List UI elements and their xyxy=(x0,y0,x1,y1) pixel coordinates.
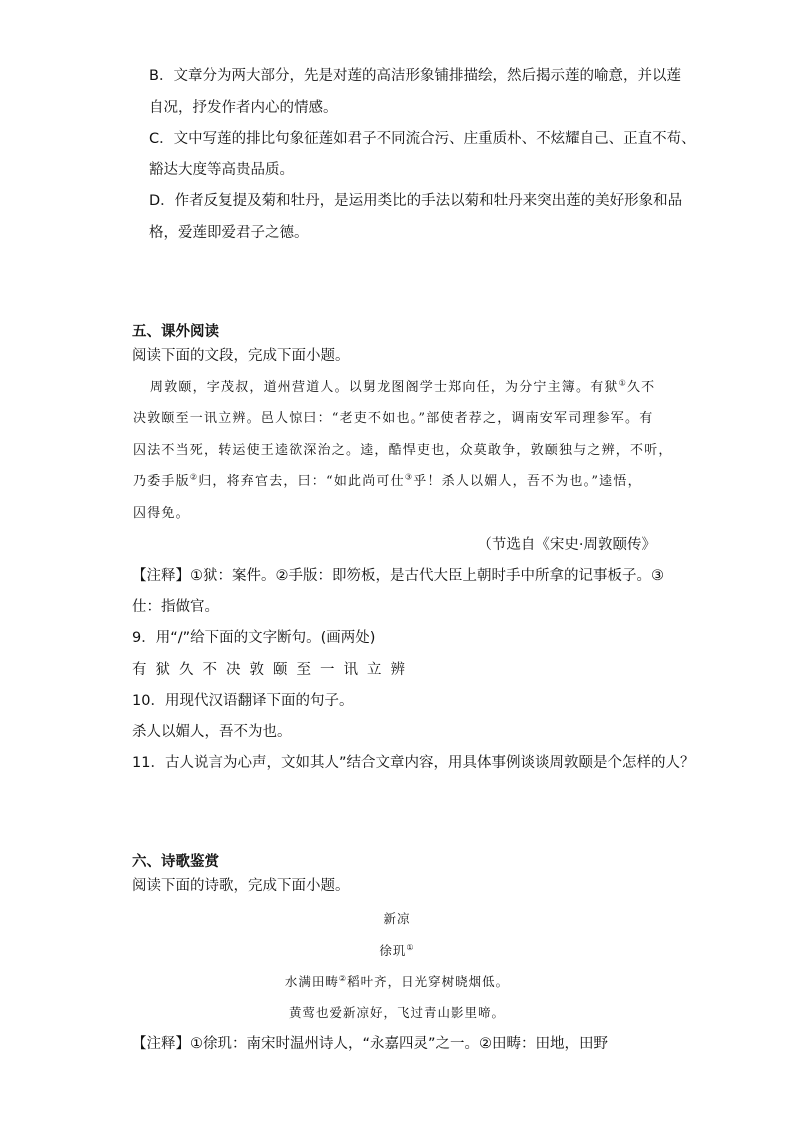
option-c-line2: 豁达大度等高贵品质。 xyxy=(149,162,294,178)
section5-title: 五、课外阅读 xyxy=(132,324,219,340)
notes-line-1: 【注释】①狱：案件。②手版：即笏板，是古代大臣上朝时手中所拿的记事板子。③ xyxy=(132,568,664,584)
footnote-mark-1: ① xyxy=(618,378,627,388)
question-9: 9．用“/”给下面的文字断句。(画两处) xyxy=(132,630,376,646)
poem-author: 徐玑① xyxy=(379,942,415,958)
passage-line-4: 乃委手版②归，将弃官去，曰：“如此尚可仕③乎！杀人以媚人，吾不为也。”逵悟， xyxy=(133,472,642,489)
question-9-text: 有狱久不决敦颐至一讯立辨 xyxy=(132,662,414,678)
option-c-line1: C．文中写莲的排比句象征莲如君子不同流合污、庄重质朴、不炫耀自己、正直不苟、 xyxy=(149,131,696,147)
poem-title: 新凉 xyxy=(383,911,411,926)
poem-notes: 【注释】①徐玑：南宋时温州诗人，“永嘉四灵”之一。②田畴：田地，田野 xyxy=(132,1036,609,1052)
footnote-mark-2: ② xyxy=(189,472,199,482)
option-d-line2: 格，爱莲即爱君子之德。 xyxy=(149,225,309,241)
passage-line-3: 囚法不当死，转运使王逵欲深治之。逵，酷悍吏也，众莫敢争，敦颐独与之辨，不听， xyxy=(133,443,673,458)
passage-line-1: 周敦颐，字茂叔，道州营道人。以舅龙图阁学士郑向任，为分宁主簿。有狱①久不 xyxy=(150,378,656,395)
section6-title: 六、诗歌鉴赏 xyxy=(132,854,219,870)
option-b-line1: B．文章分为两大部分，先是对莲的高洁形象铺排描绘，然后揭示莲的喻意，并以莲 xyxy=(149,68,681,84)
footnote-mark-3: ③ xyxy=(404,472,414,482)
footnote-mark-tianchou: ② xyxy=(338,973,348,983)
poem-line-2: 黄莺也爱新凉好，飞过青山影里啼。 xyxy=(288,1005,505,1020)
question-10-text: 杀人以媚人，吾不为也。 xyxy=(132,724,292,740)
section6-instruction: 阅读下面的诗歌，完成下面小题。 xyxy=(132,878,350,894)
option-b-line2: 自况，抒发作者内心的情感。 xyxy=(149,100,338,116)
passage-line-5: 囚得免。 xyxy=(133,506,190,521)
option-d-line1: D．作者反复提及菊和牡丹，是运用类比的手法以菊和牡丹来突出莲的美好形象和品 xyxy=(149,193,683,209)
footnote-mark-author: ① xyxy=(406,942,415,952)
section5-instruction: 阅读下面的文段，完成下面小题。 xyxy=(132,348,350,364)
passage-line-2: 决敦颐至一讯立辨。邑人惊曰：“老吏不如也。”部使者荐之，调南安军司理参军。有 xyxy=(133,411,654,426)
notes-line-2: 仕：指做官。 xyxy=(132,599,219,615)
question-10: 10．用现代汉语翻译下面的句子。 xyxy=(132,693,354,709)
poem-line-1: 水满田畴②稻叶齐，日光穿树晓烟低。 xyxy=(284,973,510,989)
question-11: 11．古人说言为心声，文如其人”结合文章内容，用具体事例谈谈周敦颐是个怎样的人？ xyxy=(132,755,695,771)
passage-source: （节选自《宋史·周敦颐传》 xyxy=(477,537,656,553)
